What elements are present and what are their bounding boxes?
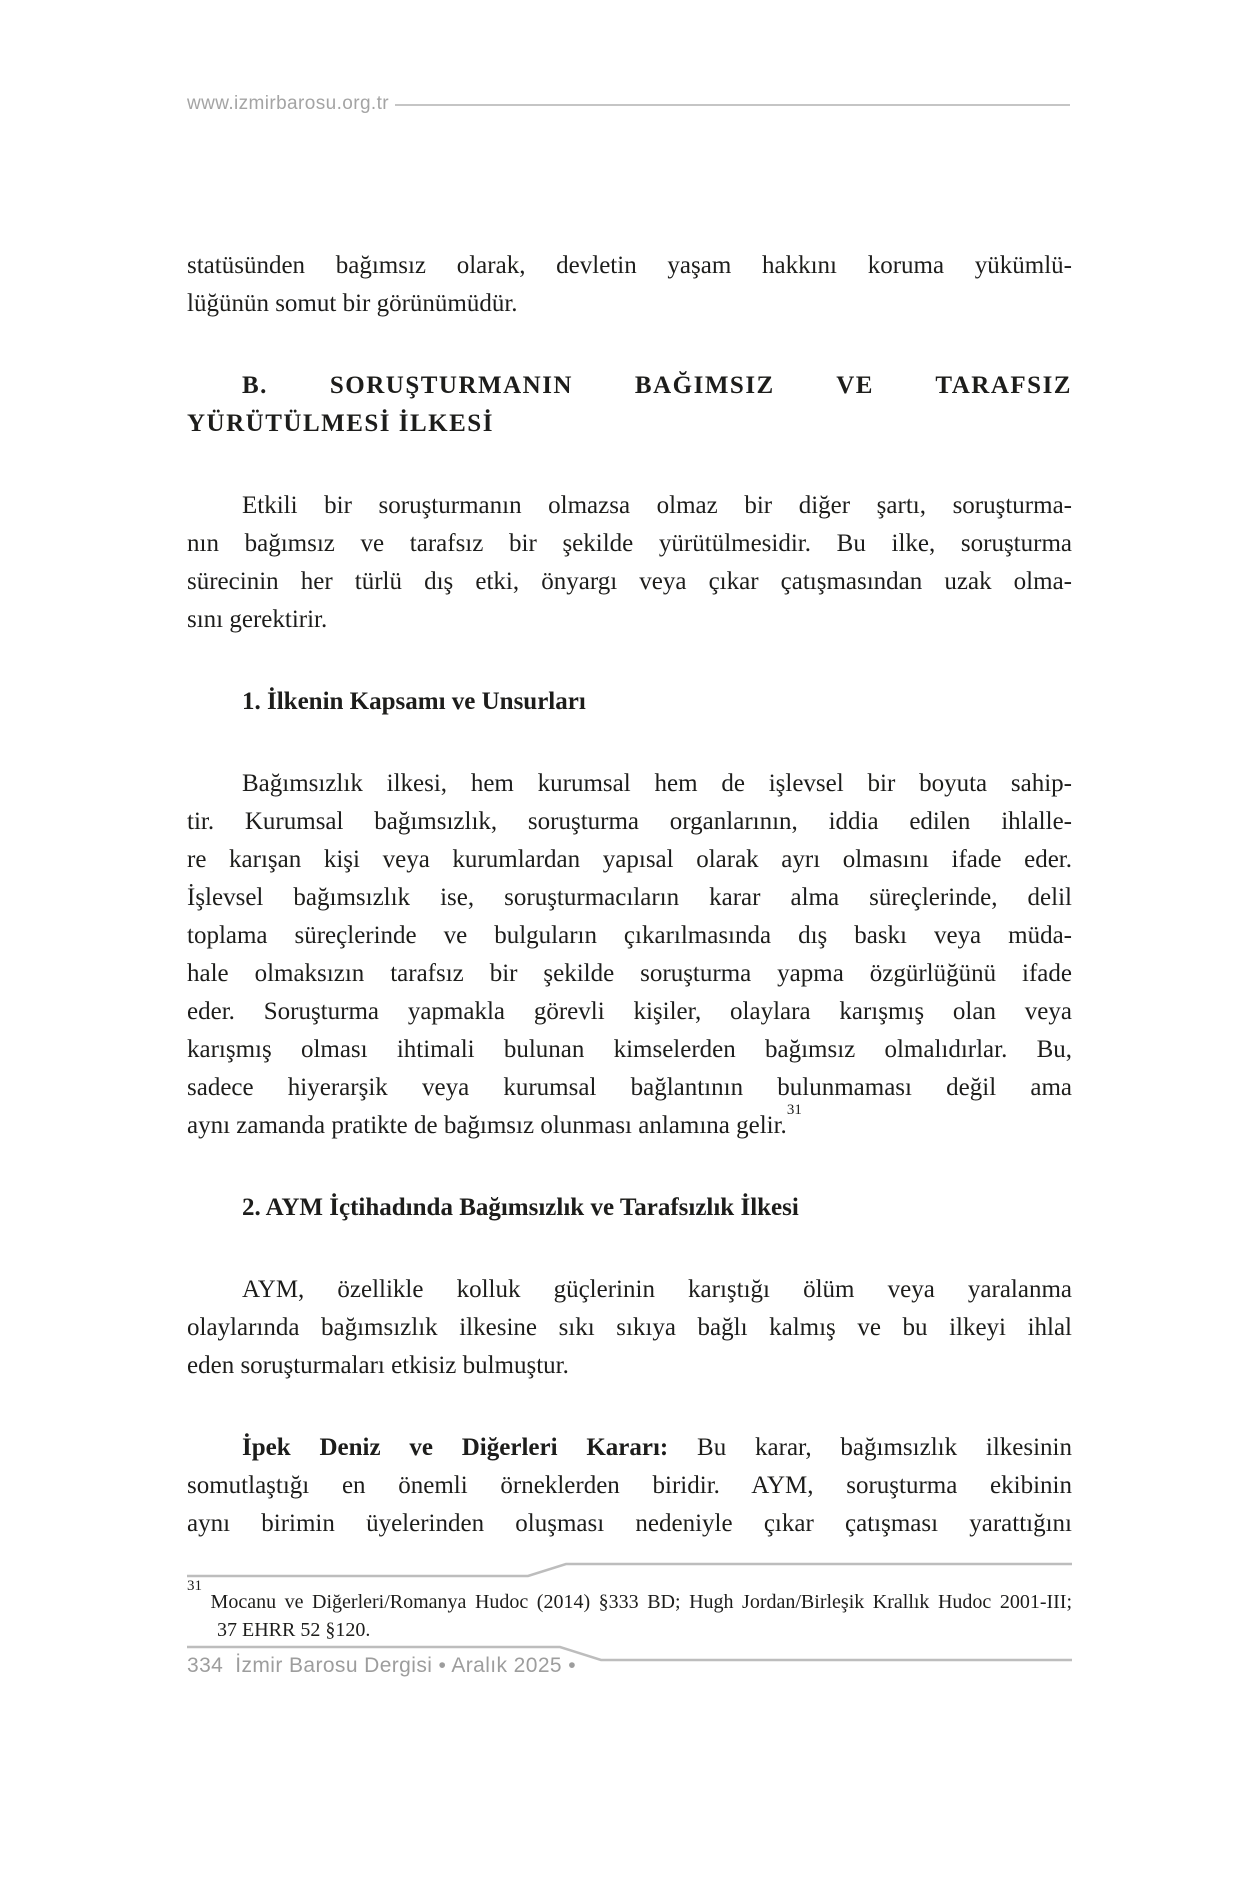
text-line: 1. İlkenin Kapsamı ve Unsurları	[242, 688, 586, 715]
text-line: Etkili bir soruşturmanın olmazsa olmaz bir diğer şartı, soruşturma-	[242, 492, 1072, 519]
text-line: $^{31}$ Mocanu ve Diğerleri/Romanya Hudoc (2014) §333 BD; Hugh Jordan/Birleşik Krallık Hudoc 2001-III;	[187, 1578, 1073, 1613]
subheading-block	[187, 683, 1072, 721]
text-line: somutlaştığı en önemli örneklerden biridir. AYM, soruşturma ekibinin	[187, 1472, 1072, 1499]
footnote-separator	[187, 1558, 1072, 1582]
text-line: Bağımsızlık ilkesi, hem kurumsal hem de işlevsel bir boyuta sahip-	[242, 770, 1072, 797]
page-number: 334	[187, 1654, 224, 1677]
text-line: eden soruşturmaları etkisiz bulmuştur.	[187, 1352, 569, 1379]
text-line: karışmış olması ihtimali bulunan kimselerden bağımsız olmalıdırlar. Bu,	[187, 1036, 1072, 1063]
text-line: eder. Soruşturma yapmakla görevli kişiler, olaylara karışmış olan veya	[187, 998, 1072, 1025]
document-blocks	[187, 247, 1072, 1543]
heading-block	[187, 367, 1072, 443]
text-line: sadece hiyerarşik veya kurumsal bağlantının bulunmaması değil ama	[187, 1074, 1072, 1101]
text-line: İpek Deniz ve Diğerleri Kararı: Bu karar, bağımsızlık ilkesinin	[242, 1434, 1073, 1461]
text-line: re karışan kişi veya kurumlardan yapısal olarak ayrı olmasını ifade eder.	[187, 846, 1072, 873]
page-footer	[187, 1654, 576, 1678]
text-line: tir. Kurumsal bağımsızlık, soruşturma organlarının, iddia edilen ihlalle-	[187, 808, 1072, 835]
paragraph-block	[187, 247, 1072, 323]
text-line: aynı birimin üyelerinden oluşması nedeniyle çıkar çatışması yarattığını	[187, 1510, 1072, 1537]
header-rule	[395, 104, 1070, 106]
text-line: lüğünün somut bir görünümüdür.	[187, 290, 518, 317]
journal-name: İzmir Barosu Dergisi • Aralık 2025 •	[235, 1654, 576, 1677]
text-line: olaylarında bağımsızlık ilkesine sıkı sıkıya bağlı kalmış ve bu ilkeyi ihlal	[187, 1314, 1072, 1341]
text-line: hale olmaksızın tarafsız bir şekilde soruşturma yapma özgürlüğünü ifade	[187, 960, 1072, 987]
paragraph-block	[187, 487, 1072, 639]
text-line: sürecinin her türlü dış etki, önyargı veya çıkar çatışmasından uzak olma-	[187, 568, 1072, 595]
text-line: statüsünden bağımsız olarak, devletin yaşam hakkını koruma yükümlü-	[187, 252, 1072, 279]
subheading-block	[187, 1189, 1072, 1227]
text-line: aynı zamanda pratikte de bağımsız olunması anlamına gelir.$^{31}$	[187, 1101, 802, 1139]
text-line: İşlevsel bağımsızlık ise, soruşturmacıların karar alma süreçlerinde, delil	[187, 884, 1072, 911]
text-line: YÜRÜTÜLMESİ İLKESİ	[187, 410, 494, 437]
site-url: www.izmirbarosu.org.tr	[187, 93, 390, 114]
text-line: 2. AYM İçtihadında Bağımsızlık ve Tarafsızlık İlkesi	[242, 1194, 799, 1221]
page-header	[187, 93, 1070, 115]
text-line: B. SORUŞTURMANIN BAĞIMSIZ VE TARAFSIZ	[242, 372, 1072, 399]
paragraph-block	[187, 1429, 1072, 1543]
paragraph-block	[187, 765, 1072, 1145]
paragraph-block	[187, 1271, 1072, 1385]
text-line: sını gerektirir.	[187, 606, 328, 633]
text-line: toplama süreçlerinde ve bulguların çıkarılmasında dış baskı veya müda-	[187, 922, 1072, 949]
text-line: 37 EHRR 52 §120.	[217, 1619, 371, 1641]
text-line: nın bağımsız ve tarafsız bir şekilde yürütülmesidir. Bu ilke, soruşturma	[187, 530, 1072, 557]
text-line: AYM, özellikle kolluk güçlerinin karıştığı ölüm veya yaralanma	[242, 1276, 1072, 1303]
footnote	[187, 1578, 1073, 1644]
